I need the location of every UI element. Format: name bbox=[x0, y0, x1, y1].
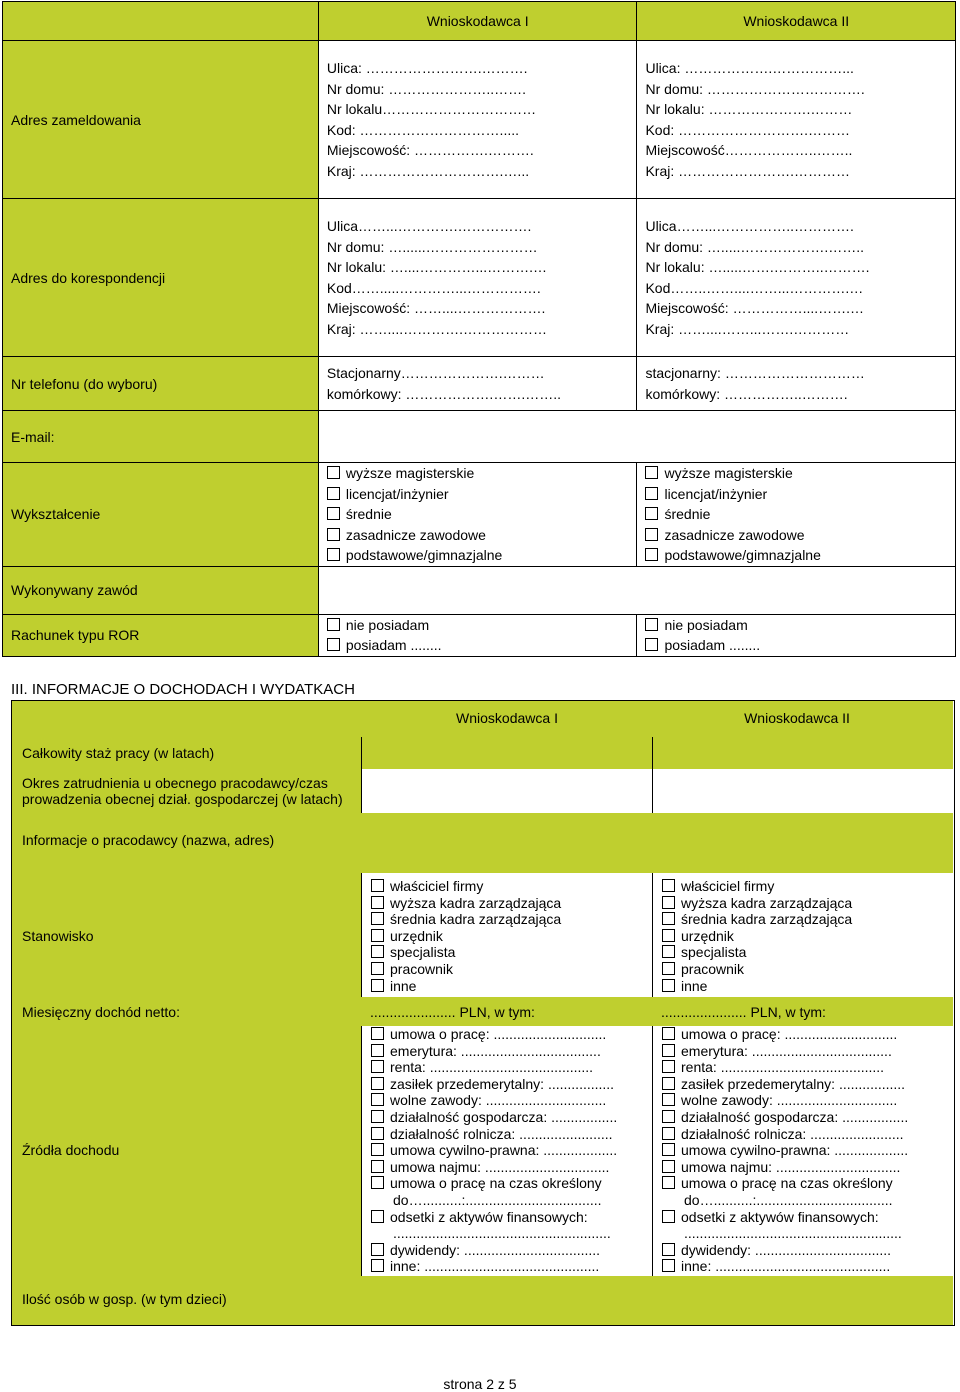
checkbox-option bbox=[371, 1159, 617, 1176]
checkbox-label: zasadnicze zawodowe bbox=[664, 526, 805, 543]
checkbox-label: średnia kadra zarządzająca bbox=[390, 911, 562, 928]
address-line: Nr lokalu…………………………… bbox=[326, 101, 537, 117]
checkbox[interactable] bbox=[662, 1077, 675, 1090]
checkbox-label: ........................................................ bbox=[684, 1225, 902, 1242]
checkbox-option bbox=[662, 944, 852, 961]
checkbox-option bbox=[662, 1142, 908, 1159]
header-applicant-1: Wnioskodawca I bbox=[318, 2, 637, 41]
checkbox[interactable] bbox=[645, 466, 658, 479]
checkbox-label: wyższa kadra zarządzająca bbox=[681, 894, 853, 911]
checkbox-label: licencjat/inżynier bbox=[345, 485, 449, 502]
checkbox-label: średnia kadra zarządzająca bbox=[681, 911, 853, 928]
checkbox[interactable] bbox=[662, 962, 675, 975]
checkbox-option bbox=[662, 1159, 908, 1176]
checkbox[interactable] bbox=[371, 1143, 384, 1156]
checkbox-option bbox=[327, 615, 637, 636]
checkbox-option bbox=[371, 1142, 617, 1159]
checkbox-option bbox=[371, 895, 561, 912]
address-line: Nr lokalu: ………………….……… bbox=[645, 101, 853, 117]
page-number: strona 2 z 5 bbox=[443, 1376, 517, 1392]
education-options-app2[interactable] bbox=[637, 463, 956, 567]
checkbox[interactable] bbox=[371, 945, 384, 958]
checkbox[interactable] bbox=[645, 618, 658, 631]
checkbox-label: umowa o pracę: ............................. bbox=[390, 1026, 607, 1042]
checkbox-label: wyższa kadra zarządzająca bbox=[390, 894, 562, 911]
checkbox-option bbox=[662, 1175, 908, 1192]
checkbox-label: posiadam ........ bbox=[664, 637, 761, 653]
checkbox-label: renta: .......................................... bbox=[681, 1059, 885, 1076]
checkbox-label: nie posiadam bbox=[345, 616, 430, 633]
checkbox-option bbox=[662, 1043, 908, 1060]
divider bbox=[652, 737, 653, 769]
address-line: Miejscowość: ……………....…….… bbox=[645, 300, 865, 316]
checkbox[interactable] bbox=[327, 507, 340, 520]
checkbox-label: posiadam ........ bbox=[345, 637, 442, 653]
checkbox-option bbox=[371, 1109, 617, 1126]
divider bbox=[361, 873, 362, 997]
checkbox-option bbox=[662, 878, 852, 895]
checkbox[interactable] bbox=[371, 896, 384, 909]
position-options-app2[interactable] bbox=[662, 878, 852, 994]
address-line: Nr lokalu: ….....…….………..………. bbox=[645, 259, 870, 275]
checkbox-label: inne bbox=[390, 977, 417, 994]
checkbox-label: wyższe magisterskie bbox=[664, 465, 793, 481]
checkbox-option bbox=[645, 504, 955, 525]
section-title-income: III. INFORMACJE O DOCHODACH I WYDATKACH bbox=[11, 681, 355, 698]
checkbox[interactable] bbox=[662, 1027, 675, 1040]
checkbox-option bbox=[327, 484, 637, 505]
checkbox-option bbox=[327, 463, 637, 484]
checkbox-option bbox=[662, 1076, 908, 1093]
label-income-sources: Źródła dochodu bbox=[22, 1142, 120, 1158]
address-line: Nr domu: …………………..……. bbox=[326, 80, 526, 97]
checkbox-label: zasiłek przedemerytalny: ................. bbox=[681, 1075, 906, 1092]
checkbox[interactable] bbox=[327, 466, 340, 479]
checkbox-option bbox=[662, 978, 852, 995]
label-household: Ilość osób w gosp. (w tym dzieci) bbox=[22, 1291, 227, 1307]
checkbox-label: działalność gospodarcza: ................. bbox=[681, 1108, 909, 1125]
checkbox-label: wolne zawody: ............................... bbox=[390, 1092, 607, 1109]
checkbox[interactable] bbox=[371, 1110, 384, 1123]
address-line: Nr domu: ….....……………….…….. bbox=[645, 238, 865, 255]
address-line: stacjonarny: ………………………… bbox=[645, 365, 865, 381]
checkbox[interactable] bbox=[371, 1093, 384, 1106]
correspondence-address-app2[interactable] bbox=[637, 199, 956, 357]
label-correspondence-address: Adres do korespondencji bbox=[3, 199, 319, 357]
applicant-data-table bbox=[2, 1, 956, 657]
checkbox[interactable] bbox=[327, 548, 340, 561]
income-sources-app1[interactable] bbox=[371, 1026, 617, 1275]
checkbox-option bbox=[371, 928, 561, 945]
checkbox-option bbox=[371, 1092, 617, 1109]
checkbox-label: emerytura: .................................... bbox=[390, 1042, 601, 1059]
checkbox-label: umowa najmu: ................................ bbox=[681, 1158, 901, 1175]
income-header-app2: Wnioskodawca II bbox=[744, 710, 850, 726]
divider bbox=[361, 1026, 362, 1276]
checkbox-option bbox=[662, 1126, 908, 1143]
label-net-income: Miesięczny dochód netto: bbox=[22, 1004, 180, 1020]
checkbox-label: umowa o pracę na czas określony bbox=[390, 1175, 602, 1192]
checkbox-option bbox=[371, 1209, 617, 1226]
checkbox[interactable] bbox=[662, 1143, 675, 1156]
checkbox-label: średnie bbox=[345, 506, 392, 522]
checkbox[interactable] bbox=[662, 929, 675, 942]
address-line: Miejscowość: ……....………………. bbox=[326, 300, 546, 316]
checkbox[interactable] bbox=[327, 638, 340, 651]
divider bbox=[361, 737, 362, 769]
checkbox[interactable] bbox=[662, 1127, 675, 1140]
checkbox-option bbox=[371, 1076, 617, 1093]
checkbox-option bbox=[371, 1026, 617, 1043]
address-line: Kod…….....…………...……………. bbox=[326, 279, 541, 296]
checkbox-label: specjalista bbox=[681, 944, 747, 961]
checkbox[interactable] bbox=[371, 1127, 384, 1140]
checkbox[interactable] bbox=[662, 879, 675, 892]
address-line: Ulica: ……………….……………... bbox=[645, 60, 854, 76]
checkbox[interactable] bbox=[662, 1093, 675, 1106]
address-line: Miejscowość: …………….………. bbox=[326, 142, 534, 158]
checkbox-label: wolne zawody: ............................... bbox=[681, 1092, 898, 1109]
address-line: Nr domu: …......…………………… bbox=[326, 238, 538, 255]
checkbox-option bbox=[662, 1209, 908, 1226]
checkbox[interactable] bbox=[662, 1210, 675, 1223]
checkbox-label: specjalista bbox=[390, 944, 456, 961]
checkbox-label: ........................................................ bbox=[393, 1225, 611, 1242]
header-empty-cell bbox=[3, 2, 319, 41]
checkbox[interactable] bbox=[662, 979, 675, 992]
correspondence-address-app1[interactable] bbox=[318, 199, 637, 357]
checkbox-label: pracownik bbox=[681, 960, 745, 977]
checkbox-label: umowa o pracę na czas określony bbox=[681, 1175, 893, 1192]
checkbox-label: wyższe magisterskie bbox=[345, 465, 475, 481]
checkbox[interactable] bbox=[645, 638, 658, 651]
income-header-app1: Wnioskodawca I bbox=[456, 710, 558, 726]
checkbox[interactable] bbox=[371, 962, 384, 975]
checkbox-option bbox=[645, 484, 955, 505]
checkbox[interactable] bbox=[327, 528, 340, 541]
email-field[interactable] bbox=[318, 411, 955, 463]
education-options-app1[interactable] bbox=[318, 463, 637, 567]
checkbox-label: działalność gospodarcza: ................. bbox=[390, 1108, 618, 1125]
checkbox-option bbox=[662, 928, 852, 945]
position-options-app1[interactable] bbox=[371, 878, 561, 994]
header-applicant-2: Wnioskodawca II bbox=[637, 2, 956, 41]
checkbox-option bbox=[662, 1092, 908, 1109]
checkbox-option bbox=[371, 1225, 617, 1242]
checkbox[interactable] bbox=[645, 548, 658, 561]
checkbox-option bbox=[662, 1109, 908, 1126]
registered-address-app1[interactable] bbox=[318, 41, 637, 199]
checkbox-option bbox=[371, 1192, 617, 1209]
checkbox[interactable] bbox=[662, 1044, 675, 1057]
phone-app1[interactable] bbox=[318, 357, 637, 411]
address-line: Kod: …………………………..... bbox=[326, 121, 519, 138]
checkbox[interactable] bbox=[645, 487, 658, 500]
checkbox[interactable] bbox=[662, 1060, 675, 1073]
checkbox-label: do…..........:................................... bbox=[393, 1191, 602, 1208]
checkbox[interactable] bbox=[645, 507, 658, 520]
divider bbox=[652, 769, 653, 813]
checkbox-label: odsetki z aktywów finansowych: bbox=[681, 1208, 879, 1225]
checkbox[interactable] bbox=[645, 528, 658, 541]
checkbox-option bbox=[371, 1242, 617, 1259]
phone-app2[interactable] bbox=[637, 357, 956, 411]
checkbox-option bbox=[371, 1258, 617, 1275]
checkbox[interactable] bbox=[371, 1259, 384, 1272]
checkbox-label: dywidendy: ................................... bbox=[681, 1241, 892, 1258]
label-phone: Nr telefonu (do wyboru) bbox=[3, 357, 319, 411]
checkbox-option bbox=[645, 463, 955, 484]
checkbox-option bbox=[327, 635, 637, 656]
address-line: Kraj: ……....……...…….………… bbox=[645, 320, 850, 337]
checkbox-option bbox=[371, 878, 561, 895]
address-line: Kraj: ……....………….……………… bbox=[326, 320, 547, 337]
checkbox-option bbox=[662, 1192, 908, 1209]
checkbox-label: emerytura: .................................... bbox=[681, 1042, 892, 1059]
checkbox-option bbox=[371, 1043, 617, 1060]
income-section-box bbox=[11, 700, 955, 1326]
ror-options-app1[interactable] bbox=[318, 614, 637, 656]
checkbox-label: właściciel firmy bbox=[390, 878, 484, 894]
address-line: komórkowy: ……………….…….…….. bbox=[326, 385, 561, 402]
checkbox-label: dywidendy: ................................... bbox=[390, 1241, 601, 1258]
label-occupation: Wykonywany zawód bbox=[3, 566, 319, 614]
checkbox-option bbox=[662, 911, 852, 928]
checkbox[interactable] bbox=[371, 1044, 384, 1057]
income-sources-app2[interactable] bbox=[662, 1026, 908, 1275]
checkbox[interactable] bbox=[662, 945, 675, 958]
label-registered-address: Adres zameldowania bbox=[3, 41, 319, 199]
checkbox[interactable] bbox=[662, 1160, 675, 1173]
checkbox-label: umowa o pracę: ............................. bbox=[681, 1026, 898, 1042]
checkbox-option bbox=[662, 1026, 908, 1043]
checkbox-option bbox=[371, 1175, 617, 1192]
checkbox-label: umowa cywilno-prawna: ................... bbox=[390, 1142, 618, 1159]
checkbox[interactable] bbox=[371, 1060, 384, 1073]
checkbox-option bbox=[662, 1242, 908, 1259]
checkbox-option bbox=[662, 1225, 908, 1242]
occupation-field[interactable] bbox=[318, 566, 955, 614]
checkbox-label: pracownik bbox=[390, 960, 454, 977]
net-income-app1[interactable]: ...................... PLN, w tym: bbox=[370, 1004, 535, 1020]
checkbox-option bbox=[662, 961, 852, 978]
checkbox-option bbox=[327, 504, 637, 525]
address-line: Ulica: …………………….………. bbox=[326, 60, 528, 76]
checkbox-option bbox=[645, 545, 955, 566]
checkbox-option bbox=[645, 615, 955, 636]
address-line: Miejscowość………………..…….. bbox=[645, 142, 853, 158]
checkbox[interactable] bbox=[371, 929, 384, 942]
checkbox-label: właściciel firmy bbox=[681, 878, 775, 894]
checkbox[interactable] bbox=[662, 1259, 675, 1272]
checkbox-label: inne bbox=[681, 977, 708, 994]
address-line: Nr domu: ……………………………. bbox=[645, 80, 865, 97]
address-line: Ulica……...……………..…………. bbox=[645, 218, 854, 234]
checkbox-option bbox=[662, 895, 852, 912]
checkbox[interactable] bbox=[327, 487, 340, 500]
label-email: E-mail: bbox=[3, 411, 319, 463]
divider bbox=[361, 769, 362, 813]
checkbox-label: umowa najmu: ................................ bbox=[390, 1158, 610, 1175]
checkbox-label: renta: .......................................... bbox=[390, 1059, 594, 1076]
checkbox[interactable] bbox=[371, 1176, 384, 1189]
registered-address-app2[interactable] bbox=[637, 41, 956, 199]
label-education: Wykształcenie bbox=[3, 463, 319, 567]
label-position: Stanowisko bbox=[22, 928, 94, 944]
address-line: komórkowy: ……………..………. bbox=[645, 385, 848, 402]
checkbox[interactable] bbox=[662, 1176, 675, 1189]
checkbox[interactable] bbox=[371, 1160, 384, 1173]
address-line: Nr lokalu: …....…………...……….… bbox=[326, 259, 547, 275]
checkbox-option bbox=[371, 944, 561, 961]
label-employer-info: Informacje o pracodawcy (nazwa, adres) bbox=[22, 832, 275, 848]
checkbox[interactable] bbox=[662, 912, 675, 925]
checkbox-label: urzędnik bbox=[681, 927, 734, 944]
checkbox-label: odsetki z aktywów finansowych: bbox=[390, 1208, 588, 1225]
checkbox[interactable] bbox=[662, 1243, 675, 1256]
checkbox-option bbox=[327, 545, 637, 566]
checkbox[interactable] bbox=[371, 1077, 384, 1090]
checkbox[interactable] bbox=[662, 1110, 675, 1123]
checkbox-label: umowa cywilno-prawna: ................... bbox=[681, 1142, 909, 1159]
checkbox-option bbox=[371, 1126, 617, 1143]
divider bbox=[652, 873, 653, 997]
checkbox-label: zasiłek przedemerytalny: ................. bbox=[390, 1075, 615, 1092]
checkbox-option bbox=[645, 635, 955, 656]
address-line: Ulica……...………….……………. bbox=[326, 218, 532, 234]
checkbox-label: do…..........:................................... bbox=[684, 1191, 893, 1208]
checkbox-option bbox=[371, 911, 561, 928]
checkbox-option bbox=[371, 961, 561, 978]
checkbox-option bbox=[662, 1059, 908, 1076]
label-ror: Rachunek typu ROR bbox=[3, 614, 319, 656]
checkbox-label: podstawowe/gimnazjalne bbox=[345, 547, 503, 563]
checkbox-label: urzędnik bbox=[390, 927, 443, 944]
checkbox-label: nie posiadam bbox=[664, 616, 748, 633]
address-line: Kod: ……………………….……… bbox=[645, 121, 851, 138]
checkbox[interactable] bbox=[371, 1243, 384, 1256]
label-seniority: Całkowity staż pracy (w latach) bbox=[22, 745, 215, 761]
checkbox[interactable] bbox=[371, 1210, 384, 1223]
checkbox-label: inne: ............................................. bbox=[681, 1258, 891, 1275]
checkbox-option bbox=[662, 1258, 908, 1275]
address-line: Kraj: ………………………….…... bbox=[326, 162, 530, 179]
checkbox[interactable] bbox=[371, 879, 384, 892]
checkbox-label: średnie bbox=[664, 506, 711, 522]
label-employment-period: Okres zatrudnienia u obecnego pracodawcy/czas prowadzenia obecnej dział. gospodarczej (w latach) bbox=[22, 775, 343, 807]
checkbox-option bbox=[645, 525, 955, 546]
ror-options-app2[interactable] bbox=[637, 614, 956, 656]
checkbox-label: podstawowe/gimnazjalne bbox=[664, 547, 821, 563]
checkbox-label: działalność rolnicza: ........................ bbox=[390, 1125, 613, 1142]
checkbox-label: licencjat/inżynier bbox=[664, 485, 768, 502]
checkbox[interactable] bbox=[371, 1027, 384, 1040]
checkbox[interactable] bbox=[662, 896, 675, 909]
checkbox-label: zasadnicze zawodowe bbox=[345, 526, 486, 543]
checkbox-option bbox=[371, 978, 561, 995]
net-income-app2[interactable]: ...................... PLN, w tym: bbox=[661, 1004, 826, 1020]
checkbox-label: działalność rolnicza: ........................ bbox=[681, 1125, 904, 1142]
checkbox-label: inne: ............................................. bbox=[390, 1258, 600, 1275]
address-line: Stacjonarny………………….……… bbox=[326, 365, 545, 381]
checkbox-option bbox=[327, 525, 637, 546]
checkbox[interactable] bbox=[371, 912, 384, 925]
address-line: Kraj: …………………….………… bbox=[645, 162, 851, 179]
divider bbox=[652, 1026, 653, 1276]
checkbox[interactable] bbox=[371, 979, 384, 992]
address-line: Kod……..……....……...………….… bbox=[645, 279, 864, 296]
checkbox[interactable] bbox=[327, 618, 340, 631]
checkbox-option bbox=[371, 1059, 617, 1076]
